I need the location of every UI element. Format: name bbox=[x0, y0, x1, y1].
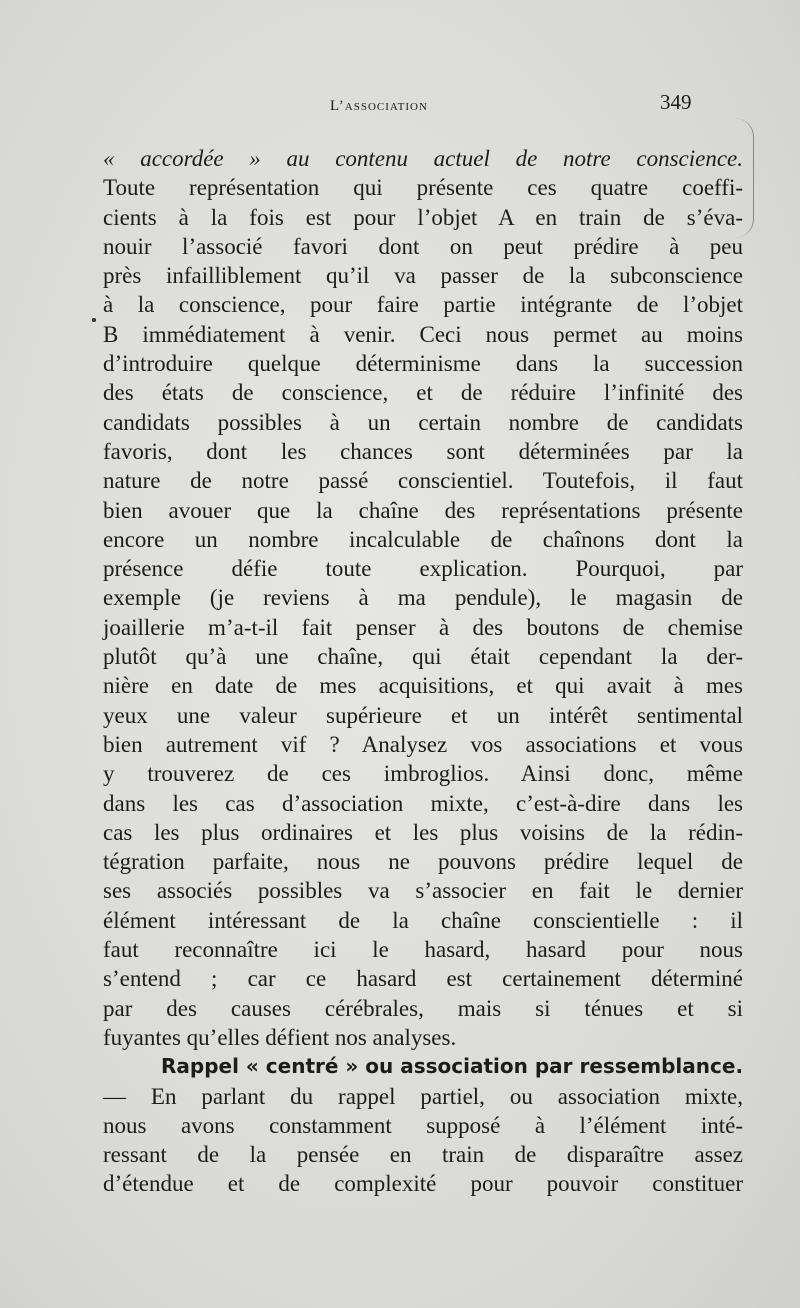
text-line: d’introduire quelque déterminisme dans la succession bbox=[103, 351, 743, 377]
body-text bbox=[103, 144, 743, 1199]
text-line: nature de notre passé conscientiel. Toutefois, il faut bbox=[103, 468, 743, 494]
text-line: bien avouer que la chaîne des représentations présente bbox=[103, 497, 743, 523]
text-line: encore un nombre incalculable de chaînons dont la bbox=[103, 526, 743, 552]
text-line: fuyantes qu’elles défient nos analyses. bbox=[103, 1024, 457, 1050]
text-line: élément intéressant de la chaîne conscientielle : il bbox=[103, 907, 743, 933]
text-line: « accordée » au contenu actuel de notre conscience. bbox=[103, 146, 743, 171]
text-line: favoris, dont les chances sont déterminées par la bbox=[103, 438, 743, 464]
running-head bbox=[0, 90, 800, 120]
text-line: des états de conscience, et de réduire l’infinité des bbox=[103, 380, 743, 406]
text-line: d’étendue et de complexité pour pouvoir constituer bbox=[103, 1171, 743, 1197]
text-line: ses associés possibles va s’associer en fait le dernier bbox=[103, 878, 743, 904]
text-line: bien autrement vif ? Analysez vos associations et vous bbox=[103, 731, 743, 757]
text-line: exemple (je reviens à ma pendule), le magasin de bbox=[103, 585, 743, 611]
text-line: yeux une valeur supérieure et un intérêt sentimental bbox=[103, 702, 743, 728]
text-line: plutôt qu’à une chaîne, qui était cependant la der- bbox=[103, 644, 743, 670]
margin-dot bbox=[92, 318, 96, 322]
text-line: Toute représentation qui présente ces quatre coeffi- bbox=[103, 175, 743, 201]
text-line: ressant de la pensée en train de disparaître assez bbox=[103, 1142, 743, 1168]
text-line: y trouverez de ces imbroglios. Ainsi donc, même bbox=[103, 761, 743, 787]
text-line: faut reconnaître ici le hasard, hasard pour nous bbox=[103, 937, 743, 963]
text-line: près infailliblement qu’il va passer de la subconscience bbox=[103, 263, 743, 289]
text-line: s’entend ; car ce hasard est certainement déterminé bbox=[103, 966, 743, 992]
text-line: candidats possibles à un certain nombre de candidats bbox=[103, 409, 743, 435]
text-line: nouir l’associé favori dont on peut prédire à peu bbox=[103, 233, 743, 259]
text-line: B immédiatement à venir. Ceci nous permet au moins bbox=[103, 321, 743, 347]
section-heading: Rappel « centré » ou association par ressemblance. bbox=[161, 1054, 744, 1079]
page-number: 349 bbox=[660, 90, 692, 114]
text-line: par des causes cérébrales, mais si ténues et si bbox=[103, 995, 743, 1021]
text-line: nous avons constamment supposé à l’élément inté- bbox=[103, 1112, 743, 1138]
text-line: tégration parfaite, nous ne pouvons prédire lequel de bbox=[103, 849, 743, 875]
text-line: — En parlant du rappel partiel, ou association mixte, bbox=[103, 1083, 743, 1109]
text-line: cas les plus ordinaires et les plus voisins de la rédin- bbox=[103, 819, 743, 845]
text-line: dans les cas d’association mixte, c’est-à-dire dans les bbox=[103, 790, 743, 816]
text-line: cients à la fois est pour l’objet A en train de s’éva- bbox=[103, 204, 743, 230]
text-line: joaillerie m’a-t-il fait penser à des boutons de chemise bbox=[103, 614, 743, 640]
text-line: à la conscience, pour faire partie intégrante de l’objet bbox=[103, 292, 743, 318]
text-line: présence défie toute explication. Pourquoi, par bbox=[103, 556, 743, 582]
running-head-title: L’association bbox=[330, 98, 428, 114]
text-line: nière en date de mes acquisitions, et qui avait à mes bbox=[103, 673, 743, 699]
